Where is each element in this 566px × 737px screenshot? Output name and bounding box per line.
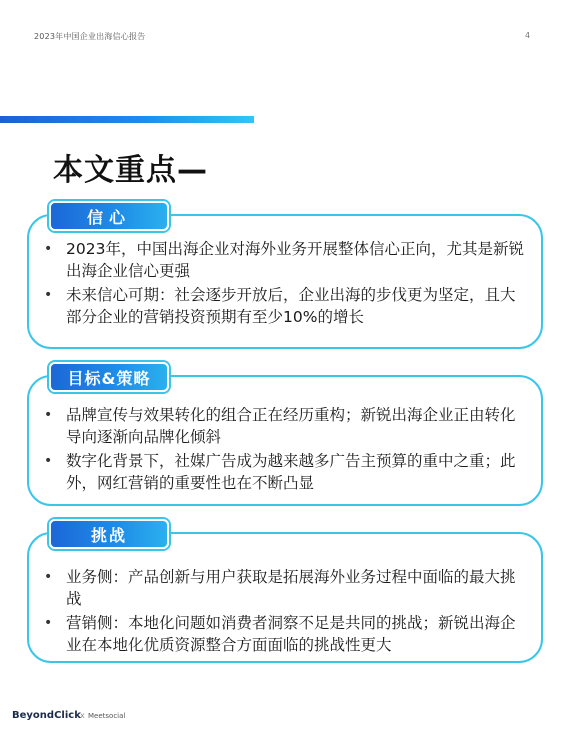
bullet-dot-icon: • bbox=[44, 287, 53, 303]
list-item bbox=[40, 284, 530, 328]
section-label-strategy: 目标&策略 bbox=[49, 362, 169, 392]
bullet-text: 数字化背景下，社媒广告成为越来越多广告主预算的重中之重；此外，网红营销的重要性也在不断凸显 bbox=[66, 452, 516, 492]
bullet-dot-icon: • bbox=[44, 569, 53, 585]
meetsocial-logo: Meetsocial bbox=[88, 712, 126, 720]
bullet-text: 业务侧：产品创新与用户获取是拓展海外业务过程中面临的最大挑战 bbox=[66, 568, 516, 608]
bullet-text: 2023年，中国出海企业对海外业务开展整体信心正向，尤其是新锐出海企业信心更强 bbox=[66, 240, 524, 280]
list-item bbox=[40, 566, 530, 610]
section-label-confidence: 信心 bbox=[49, 201, 169, 231]
list-item bbox=[40, 238, 530, 282]
logo-separator: x bbox=[80, 711, 85, 720]
bullet-list-strategy bbox=[40, 404, 530, 496]
list-item bbox=[40, 404, 530, 448]
bullet-dot-icon: • bbox=[44, 241, 53, 257]
bullet-dot-icon: • bbox=[44, 407, 53, 423]
report-title: 2023年中国企业出海信心报告 bbox=[34, 32, 146, 41]
bullet-list-confidence bbox=[40, 238, 530, 330]
bullet-text: 营销侧：本地化问题如消费者洞察不足是共同的挑战；新锐出海企业在本地化优质资源整合方面面临的挑战性更大 bbox=[66, 614, 516, 654]
bullet-text: 未来信心可期：社会逐步开放后，企业出海的步伐更为坚定，且大部分企业的营销投资预期有至少10%的增长 bbox=[66, 286, 516, 326]
page-title: 本文重点— bbox=[53, 153, 208, 188]
list-item bbox=[40, 612, 530, 656]
section-label-challenges: 挑战 bbox=[49, 519, 169, 549]
bullet-dot-icon: • bbox=[44, 453, 53, 469]
bullet-text: 品牌宣传与效果转化的组合正在经历重构；新锐出海企业正由转化导向逐渐向品牌化倾斜 bbox=[66, 406, 516, 446]
beyondclick-logo: BeyondClick bbox=[12, 710, 81, 721]
bullet-list-challenges bbox=[40, 566, 530, 658]
bullet-dot-icon: • bbox=[44, 615, 53, 631]
page-number: 4 bbox=[525, 31, 531, 40]
list-item bbox=[40, 450, 530, 494]
accent-bar bbox=[0, 116, 254, 123]
